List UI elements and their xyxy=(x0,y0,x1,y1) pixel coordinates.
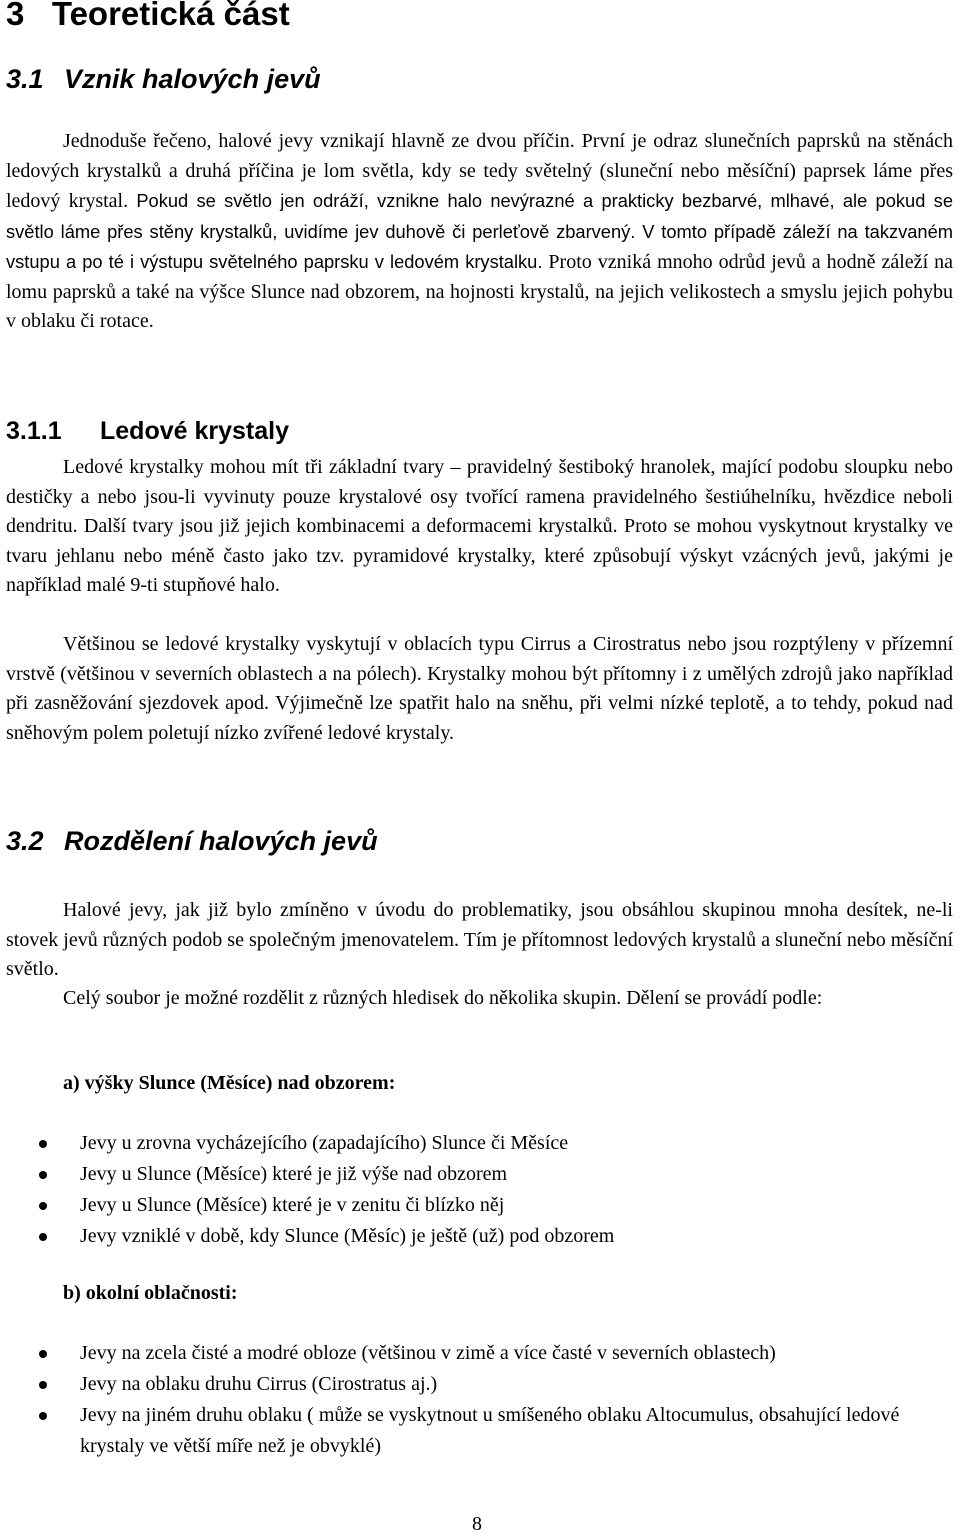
group-a-heading: a) výšky Slunce (Měsíce) nad obzorem: xyxy=(63,1072,396,1094)
list-item-text: Jevy u zrovna vycházejícího (zapadajícího) Slunce či Měsíce xyxy=(80,1132,569,1154)
list-item xyxy=(6,1190,953,1221)
list-item xyxy=(6,1400,953,1462)
section-number: 3.1 xyxy=(6,64,44,94)
paragraph-crystal-occurrence xyxy=(6,630,953,748)
group-b-heading: b) okolní oblačnosti: xyxy=(63,1282,238,1304)
bullet-icon xyxy=(39,1233,47,1241)
paragraph-text: Celý soubor je možné rozdělit z různých hledisek do několika skupin. Dělení se provádí podle: xyxy=(63,987,823,1009)
section-title: Vznik halových jevů xyxy=(64,64,321,94)
section-heading-3-1 xyxy=(6,62,321,96)
list-item xyxy=(6,1369,953,1400)
paragraph-halo-origin xyxy=(6,127,953,337)
paragraph-text: Ledové krystalky mohou mít tři základní tvary – pravidelný šestiboký hranolek, mající podobu sloupku nebo destičky a nebo jsou-li vyvinuty pouze krystalové osy tvořící ramena pravidelného šestiúhelníku, hvězdice neboli dendritu. Další tvary jsou již jejich kombinacemi a deformacemi krystalků. Proto se mohou vyskytnout krystalky ve tvaru jehlanu nebo méně často jako tzv. pyramidové krystalky, které způsobují výskyt vzácných jevů, jakými je například malé 9-ti stupňové halo. xyxy=(6,456,953,596)
page-number: 8 xyxy=(472,1513,482,1535)
subsection-number: 3.1.1 xyxy=(6,417,62,445)
bullet-icon xyxy=(39,1412,47,1420)
list-item-text: Jevy u Slunce (Měsíce) které je již výše nad obzorem xyxy=(80,1163,508,1185)
list-item xyxy=(6,1128,953,1159)
list-item-text: Jevy u Slunce (Měsíce) které je v zenitu či blízko něj xyxy=(80,1194,505,1216)
section-number: 3.2 xyxy=(6,826,44,856)
list-item-text: Jevy na zcela čisté a modré obloze (většinou v zimě a více časté v severních oblastech) xyxy=(80,1342,776,1364)
list-item xyxy=(6,1221,953,1252)
group-b-list xyxy=(6,1338,953,1462)
paragraph-crystal-shapes xyxy=(6,453,953,601)
bullet-icon xyxy=(39,1171,47,1179)
subsection-heading-3-1-1 xyxy=(6,415,289,447)
paragraph-text-serif-2: Proto vzniká mnoho odrůd jevů a hodně záleží na lomu paprsků a také na výšce Slunce nad obzorem, na hojnosti krystalů, na jejich velikostech a smyslu jejich pohybu v oblaku či rotace. xyxy=(6,251,954,332)
list-item-text: Jevy na jiném druhu oblaku ( může se vyskytnout u smíšeného oblaku Altocumulus, obsahující ledové krystaly ve větší míře než je obvyklé) xyxy=(80,1404,900,1457)
list-item xyxy=(6,1338,953,1369)
paragraph-halo-types-intro xyxy=(6,896,953,985)
paragraph-text: Halové jevy, jak již bylo zmíněno v úvodu do problematiky, jsou obsáhlou skupinou mnoha desítek, ne-li stovek jevů různých podob se společným jmenovatelem. Tím je přítomnost ledových krystalů a sluneční nebo měsíční světlo. xyxy=(6,899,953,980)
section-title: Rozdělení halových jevů xyxy=(64,826,378,856)
bullet-icon xyxy=(39,1350,47,1358)
list-item-text: Jevy vzniklé v době, kdy Slunce (Měsíc) je ještě (už) pod obzorem xyxy=(80,1225,615,1247)
list-item xyxy=(6,1159,953,1190)
chapter-title: Teoretická část xyxy=(51,0,290,32)
chapter-number: 3 xyxy=(6,0,25,32)
list-item-text: Jevy na oblaku druhu Cirrus (Cirostratus aj.) xyxy=(80,1373,438,1395)
group-a-list xyxy=(6,1128,953,1252)
subsection-title: Ledové krystaly xyxy=(100,417,289,445)
paragraph-text: Většinou se ledové krystalky vyskytují v oblacích typu Cirrus a Cirostratus nebo jsou rozptýleny v přízemní vrstvě (většinou v severních oblastech a na pólech). Krystalky mohou být přítomny i z umělých zdrojů jako například při zasněžování sjezdovek apod. Výjimečně lze spatřit halo na sněhu, při velmi nízké teplotě, a to tehdy, pokud nad sněhovým polem poletují nízko zvířené ledové krystaly. xyxy=(6,633,953,744)
bullet-icon xyxy=(39,1140,47,1148)
bullet-icon xyxy=(39,1202,47,1210)
bullet-icon xyxy=(39,1381,47,1389)
section-heading-3-2 xyxy=(6,824,378,858)
paragraph-text-sans: Pokud se světlo jen odráží, vznikne halo nevýrazné a prakticky bezbarvé, mlhavé, ale pokud se světlo láme přes stěny krystalků, uvidíme jev duhově či perleťově zbarvený. V tomto případě záleží na takzvaném vstupu a po té i výstupu světelného paprsku v ledovém krystalku. xyxy=(6,190,953,272)
paragraph-text-serif: Jednoduše řečeno, halové jevy vznikají hlavně ze dvou příčin. První je odraz slunečních paprsků na stěnách ledových krystalků a druhá příčina je lom světla, kdy se tedy světelný (sluneční nebo měsíční) paprsek láme přes ledový krystal. xyxy=(6,130,953,212)
chapter-heading xyxy=(6,0,290,36)
paragraph-division-criteria xyxy=(6,984,953,1014)
